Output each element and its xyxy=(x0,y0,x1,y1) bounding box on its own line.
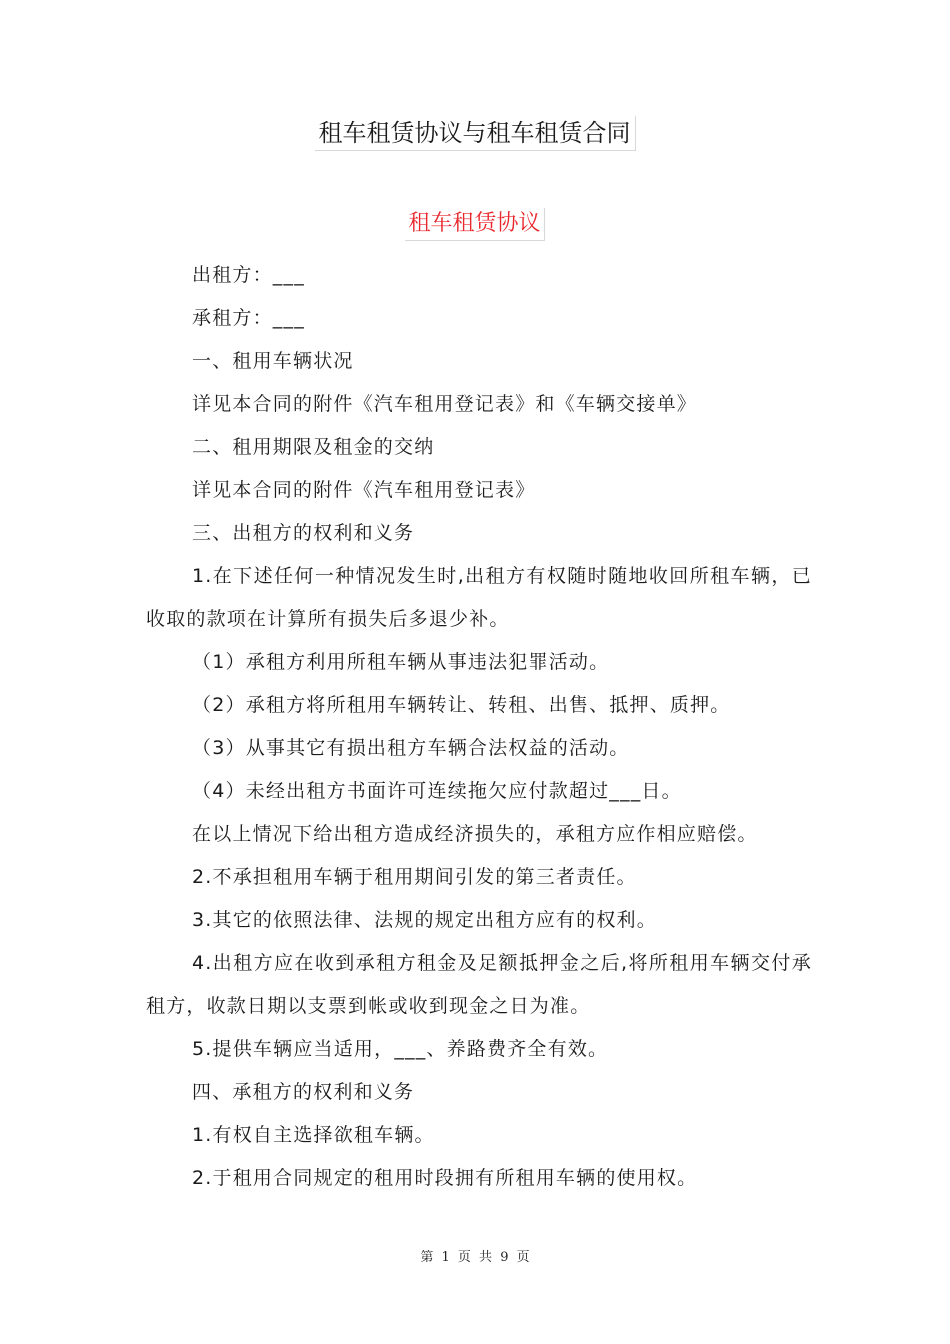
heading-lessee-rights: 四、承租方的权利和义务 xyxy=(192,1081,415,1103)
paragraph-lessor-right-4: 4.出租方应在收到承租方租金及足额抵押金之后,将所租用车辆交付承租方，收款日期以支票到帐或收到现金之日为准。 xyxy=(146,952,812,1017)
section-title xyxy=(0,208,950,241)
paragraph-lessor-case-2: （2）承租方将所租用车辆转让、转租、出售、抵押、质押。 xyxy=(192,694,731,716)
heading-lessor-rights: 三、出租方的权利和义务 xyxy=(192,522,415,544)
paragraph-lessee: 承租方：___ xyxy=(192,307,305,329)
paragraph-lessee-right-2: 2.于租用合同规定的租用时段拥有所租用车辆的使用权。 xyxy=(192,1167,698,1189)
paragraph-lessor: 出租方：___ xyxy=(192,264,305,286)
paragraph-compensation: 在以上情况下给出租方造成经济损失的，承租方应作相应赔偿。 xyxy=(192,823,758,845)
paragraph-lessor-right-1: 1.在下述任何一种情况发生时,出租方有权随时随地收回所租车辆，已收取的款项在计算所有损失后多退少补。 xyxy=(146,565,812,630)
paragraph-lessee-right-1: 1.有权自主选择欲租车辆。 xyxy=(192,1124,435,1146)
section-title-text: 租车租赁协议 xyxy=(405,208,544,241)
paragraph-lessor-right-3: 3.其它的依照法律、法规的规定出租方应有的权利。 xyxy=(192,909,657,931)
paragraph-lessor-right-2: 2.不承担租用车辆于租用期间引发的第三者责任。 xyxy=(192,866,637,888)
paragraph-lessor-right-5: 5.提供车辆应当适用，___、养路费齐全有效。 xyxy=(192,1038,609,1060)
document-title xyxy=(0,116,950,151)
heading-rental-term: 二、租用期限及租金的交纳 xyxy=(192,436,435,458)
document-title-text: 租车租赁协议与租车租赁合同 xyxy=(315,116,636,151)
document-body xyxy=(146,254,812,1200)
paragraph-vehicle-status: 详见本合同的附件《汽车租用登记表》和《车辆交接单》 xyxy=(192,393,698,415)
paragraph-lessor-case-4: （4）未经出租方书面许可连续拖欠应付款超过___日。 xyxy=(192,780,682,802)
paragraph-rental-term: 详见本合同的附件《汽车租用登记表》 xyxy=(192,479,536,501)
heading-vehicle-status: 一、租用车辆状况 xyxy=(192,350,354,372)
paragraph-lessor-case-1: （1）承租方利用所租车辆从事违法犯罪活动。 xyxy=(192,651,610,673)
page-number: 第 1 页 共 9 页 xyxy=(420,1250,530,1265)
paragraph-lessor-case-3: （3）从事其它有损出租方车辆合法权益的活动。 xyxy=(192,737,630,759)
